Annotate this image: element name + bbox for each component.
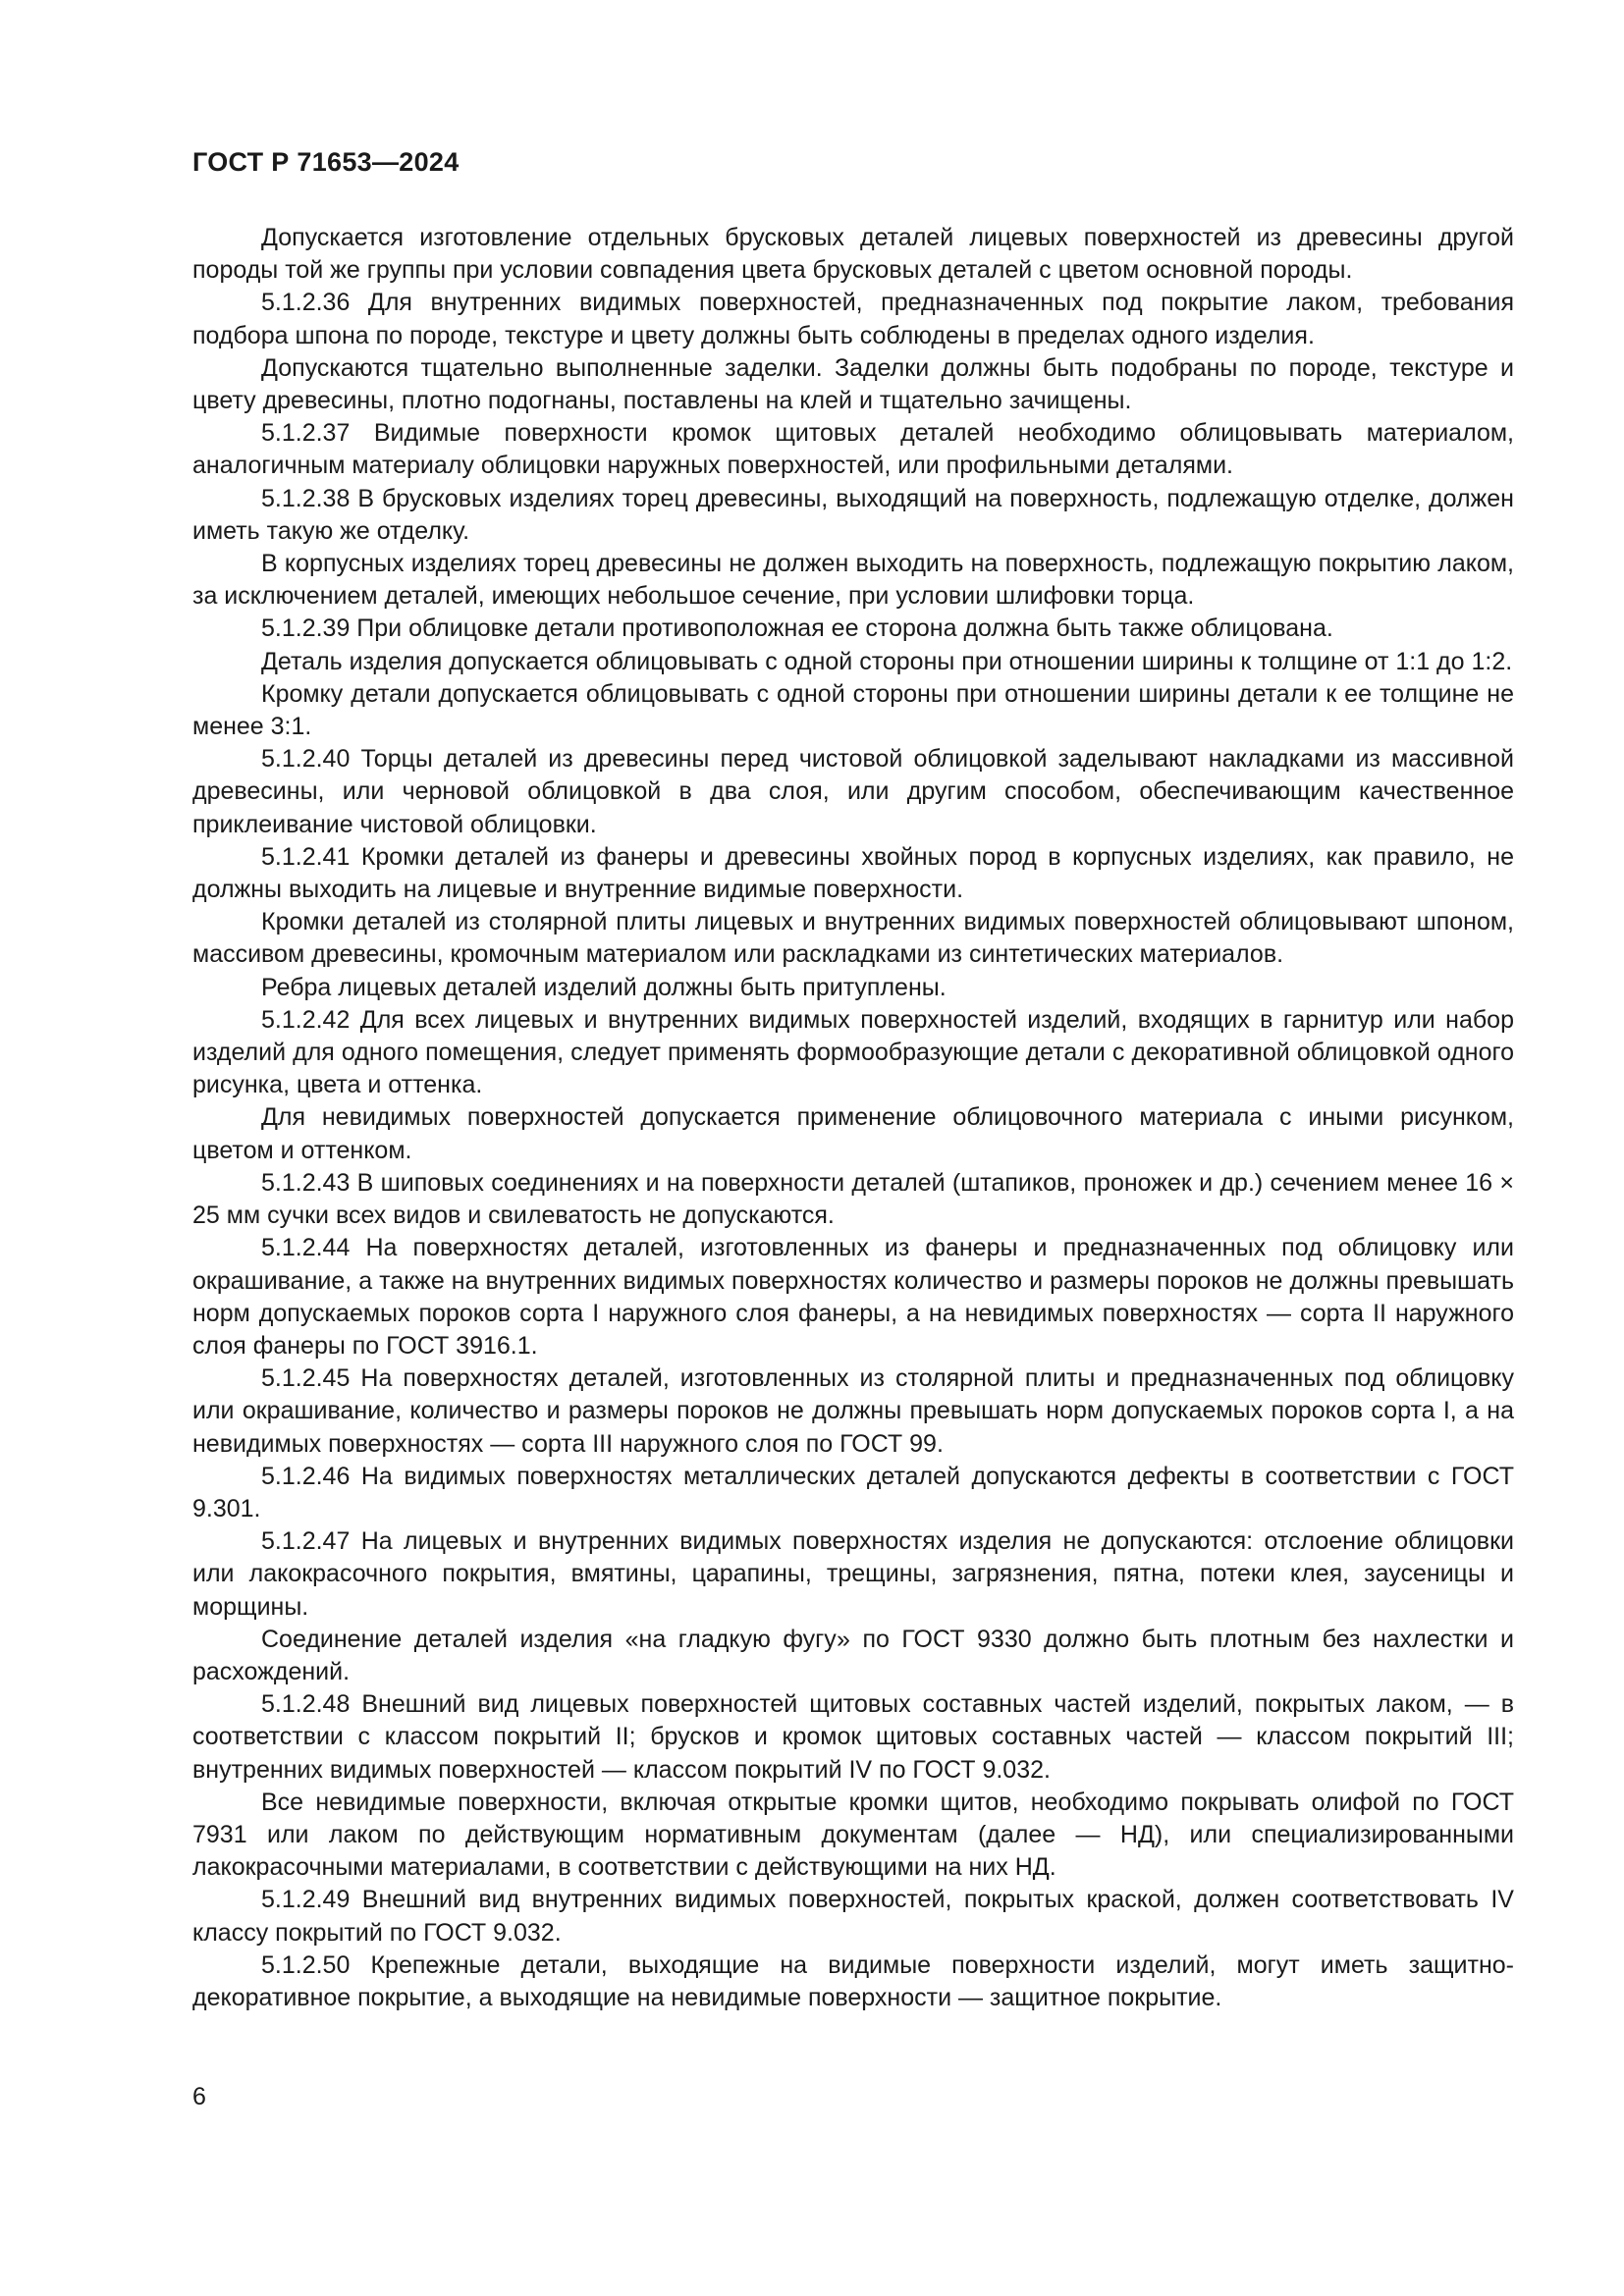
paragraph: 5.1.2.45 На поверхностях деталей, изготовленных из столярной плиты и предназначенных под облицовку или окрашивание, количество и размеры пороков не должны превышать норм допускаемых пороков сорта I, а на невидимых поверхностях — сорта III наружного слоя по ГОСТ 99. [192, 1364, 1514, 1458]
paragraph: 5.1.2.42 Для всех лицевых и внутренних видимых поверхностей изделий, входящих в гарнитур или набор изделий для одного помещения, следует применять формообразующие детали с декоративной облицовкой одного рисунка, цвета и оттенка. [192, 1005, 1514, 1099]
paragraph: Деталь изделия допускается облицовывать с одной стороны при отношении ширины к толщине от 1:1 до 1:2. [261, 647, 1513, 675]
paragraph: 5.1.2.47 На лицевых и внутренних видимых поверхностях изделия не допускаются: отслоение облицовки или лакокрасочного покрытия, вмятины, царапины, трещины, загрязнения, пятна, потеки клея, заусеницы и морщины. [192, 1527, 1514, 1621]
document-header: ГОСТ Р 71653—2024 [192, 147, 460, 177]
paragraph: 5.1.2.43 В шиповых соединениях и на поверхности деталей (штапиков, проножек и др.) сечением менее 16 × 25 мм сучки всех видов и свилеватость не допускаются. [192, 1168, 1514, 1230]
paragraph: В корпусных изделиях торец древесины не должен выходить на поверхность, подлежащую покрытию лаком, за исключением деталей, имеющих небольшое сечение, при условии шлифовки торца. [192, 550, 1514, 611]
paragraph: Все невидимые поверхности, включая открытые кромки щитов, необходимо покрывать олифой по ГОСТ 7931 или лаком по действующим нормативным документам (далее — НД), или специализированными лакокрасочными материалами, в соответствии с действующими на них НД. [192, 1788, 1514, 1882]
paragraph: 5.1.2.38 В брусковых изделиях торец древесины, выходящий на поверхность, подлежащую отделке, должен иметь такую же отделку. [192, 484, 1514, 545]
document-body [192, 222, 1514, 2014]
paragraph: 5.1.2.49 Внешний вид внутренних видимых поверхностей, покрытых краской, должен соответствовать IV классу покрытий по ГОСТ 9.032. [192, 1886, 1514, 1947]
paragraph: 5.1.2.41 Кромки деталей из фанеры и древесины хвойных пород в корпусных изделиях, как правило, не должны выходить на лицевые и внутренние видимые поверхности. [192, 842, 1514, 904]
paragraph: 5.1.2.40 Торцы деталей из древесины перед чистовой облицовкой заделывают накладками из массивной древесины, или черновой облицовкой в два слоя, или другим способом, обеспечивающим качественное приклеивание чистовой облицовки. [192, 745, 1514, 838]
paragraph: 5.1.2.44 На поверхностях деталей, изготовленных из фанеры и предназначенных под облицовку или окрашивание, а также на внутренних видимых поверхностях количество и размеры пороков не должны превышать норм допускаемых пороков сорта I наружного слоя фанеры, а на невидимых поверхностях — сорта II наружного слоя фанеры по ГОСТ 3916.1. [192, 1234, 1514, 1360]
paragraph: 5.1.2.37 Видимые поверхности кромок щитовых деталей необходимо облицовывать материалом, аналогичным материалу облицовки наружных поверхностей, или профильными деталями. [192, 419, 1514, 480]
paragraph: 5.1.2.50 Крепежные детали, выходящие на видимые поверхности изделий, могут иметь защитно-декоративное покрытие, а выходящие на невидимые поверхности — защитное покрытие. [192, 1950, 1514, 2011]
paragraph: Допускается изготовление отдельных брусковых деталей лицевых поверхностей из древесины другой породы той же группы при условии совпадения цвета брусковых деталей с цветом основной породы. [192, 224, 1514, 285]
paragraph: Кромку детали допускается облицовывать с одной стороны при отношении ширины детали к ее толщине не менее 3:1. [192, 679, 1514, 741]
paragraph: 5.1.2.46 На видимых поверхностях металлических деталей допускаются дефекты в соответствии с ГОСТ 9.301. [192, 1462, 1514, 1522]
paragraph: Кромки деталей из столярной плиты лицевых и внутренних видимых поверхностей облицовывают шпоном, массивом древесины, кромочным материалом или раскладками из синтетических материалов. [192, 908, 1514, 969]
paragraph: 5.1.2.48 Внешний вид лицевых поверхностей щитовых составных частей изделий, покрытых лаком, — в соответствии с классом покрытий II; брусков и кромок щитовых составных частей — классом покрытий III; внутренних видимых поверхностей — классом покрытий IV по ГОСТ 9.032. [192, 1690, 1514, 1784]
paragraph: Соединение деталей изделия «на гладкую фугу» по ГОСТ 9330 должно быть плотным без нахлестки и расхождений. [192, 1625, 1514, 1685]
paragraph: 5.1.2.39 При облицовке детали противоположная ее сторона должна быть также облицована. [261, 614, 1333, 643]
paragraph: 5.1.2.36 Для внутренних видимых поверхностей, предназначенных под покрытие лаком, требования подбора шпона по породе, текстуре и цвету должны быть соблюдены в пределах одного изделия. [192, 289, 1514, 349]
paragraph: Ребра лицевых деталей изделий должны быть притуплены. [261, 973, 947, 1001]
page-number: 6 [192, 2083, 206, 2110]
paragraph: Для невидимых поверхностей допускается применение облицовочного материала с иными рисунком, цветом и оттенком. [192, 1103, 1514, 1164]
paragraph: Допускаются тщательно выполненные заделки. Заделки должны быть подобраны по породе, текстуре и цвету древесины, плотно подогнаны, поставлены на клей и тщательно зачищены. [192, 353, 1514, 415]
